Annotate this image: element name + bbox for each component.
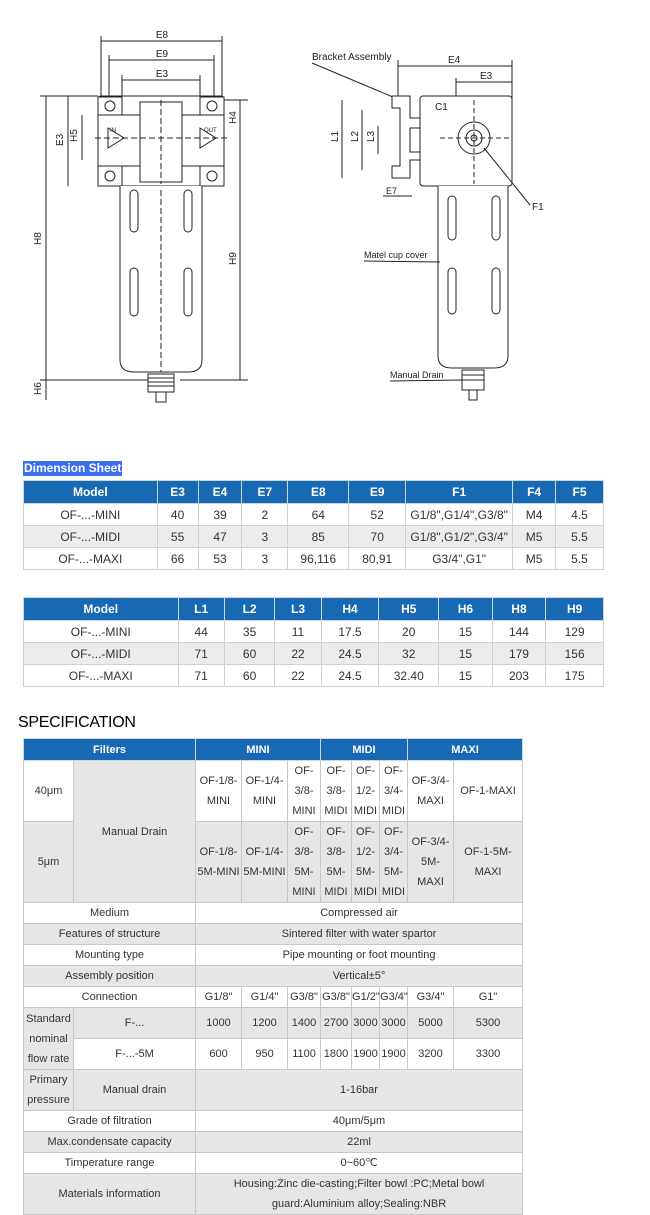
col-header: F5: [556, 481, 604, 504]
col-header: L1: [178, 598, 224, 621]
flow-cell: 1100: [288, 1039, 321, 1070]
label-e9: E9: [155, 49, 169, 60]
medium-label: Medium: [24, 903, 196, 924]
grade-label: Grade of filtration: [24, 1111, 196, 1132]
table-cell: 60: [224, 643, 274, 665]
flow-cell: 3200: [408, 1039, 454, 1070]
table-cell: 22: [275, 665, 321, 687]
spec-row-40um: [24, 761, 523, 822]
flow-cell: 1900: [380, 1039, 408, 1070]
model-cell: OF-3/8-MINI: [288, 761, 321, 822]
assembly-value: Vertical±5°: [196, 966, 523, 987]
model-cell: OF-1/8-5M-MINI: [196, 822, 242, 903]
materials-label: Materials information: [24, 1174, 196, 1215]
model-cell: OF-1-MAXI: [454, 761, 523, 822]
flow-cell: 1000: [196, 1008, 242, 1039]
table-cell: 32: [379, 643, 439, 665]
temperature-label: Timperature range: [24, 1153, 196, 1174]
front-view: [33, 30, 248, 402]
temperature-value: 0~60℃: [196, 1153, 523, 1174]
flow-rate-label: Standard nominal flow rate: [24, 1008, 74, 1070]
table-cell: OF-...-MAXI: [24, 665, 179, 687]
table-cell: 11: [275, 621, 321, 643]
label-in: IN: [110, 128, 116, 134]
table-cell: 15: [439, 665, 493, 687]
table-cell: 20: [379, 621, 439, 643]
col-header: H9: [546, 598, 604, 621]
table-cell: 15: [439, 621, 493, 643]
model-cell: OF-3/8-5M-MINI: [288, 822, 321, 903]
table-cell: M4: [513, 504, 556, 526]
table-header-row: [24, 481, 604, 504]
table-cell: 80,91: [349, 548, 406, 570]
col-header: L2: [224, 598, 274, 621]
table-cell: 22: [275, 643, 321, 665]
condensate-value: 22ml: [196, 1132, 523, 1153]
table-cell: 175: [546, 665, 604, 687]
table-row: [24, 548, 604, 570]
table-cell: 17.5: [321, 621, 379, 643]
flow-cell: 1800: [321, 1039, 352, 1070]
flow-cell: 3000: [380, 1008, 408, 1039]
model-cell: OF-3/4-MIDI: [380, 761, 408, 822]
table-cell: M5: [513, 526, 556, 548]
model-cell: OF-1/2-5M-MIDI: [352, 822, 380, 903]
spec-row-assembly: [24, 966, 523, 987]
row-label-40um: 40μm: [24, 761, 74, 822]
connection-label: Connection: [24, 987, 196, 1008]
table-row: [24, 526, 604, 548]
table-cell: 85: [288, 526, 349, 548]
header-maxi: MAXI: [408, 739, 523, 761]
connection-cell: G1/8": [196, 987, 242, 1008]
table-cell: 66: [157, 548, 198, 570]
spec-header-row: [24, 739, 523, 761]
model-cell: OF-3/4-MAXI: [408, 761, 454, 822]
flow-cell: 1200: [242, 1008, 288, 1039]
table-cell: OF-...-MAXI: [24, 548, 158, 570]
table-cell: G1/8",G1/2",G3/4": [406, 526, 513, 548]
label-h9: H9: [228, 252, 239, 265]
flow-cell: 2700: [321, 1008, 352, 1039]
flow-cell: 1400: [288, 1008, 321, 1039]
table-cell: 40: [157, 504, 198, 526]
table-cell: 52: [349, 504, 406, 526]
dimension-table-2: [23, 597, 604, 687]
model-cell: OF-1/2-MIDI: [352, 761, 380, 822]
primary-pressure-label: Primary pressure: [24, 1070, 74, 1111]
table-cell: 5.5: [556, 526, 604, 548]
spec-row-primary-pressure: [24, 1070, 523, 1111]
flow-cell: 600: [196, 1039, 242, 1070]
label-bracket-assembly: Bracket Assembly: [312, 52, 392, 63]
table-cell: M5: [513, 548, 556, 570]
model-cell: OF-1/4-MINI: [242, 761, 288, 822]
table-cell: 24.5: [321, 643, 379, 665]
table-row: [24, 621, 604, 643]
spec-row-features: [24, 924, 523, 945]
table-cell: 144: [492, 621, 546, 643]
table-cell: 15: [439, 643, 493, 665]
table-cell: 129: [546, 621, 604, 643]
header-midi: MIDI: [321, 739, 408, 761]
spec-row-flow-f: [24, 1008, 523, 1039]
medium-value: Compressed air: [196, 903, 523, 924]
table-cell: 24.5: [321, 665, 379, 687]
col-header: F4: [513, 481, 556, 504]
connection-cell: G3/4": [408, 987, 454, 1008]
primary-pressure-sub: Manual drain: [74, 1070, 196, 1111]
table-cell: 47: [198, 526, 242, 548]
spec-row-mounting: [24, 945, 523, 966]
label-h8: H8: [33, 232, 44, 245]
flow-cell: 950: [242, 1039, 288, 1070]
connection-cell: G1": [454, 987, 523, 1008]
table-cell: 203: [492, 665, 546, 687]
label-l1: L1: [330, 130, 341, 142]
primary-pressure-value: 1-16bar: [196, 1070, 523, 1111]
label-h4: H4: [228, 111, 239, 124]
spec-row-condensate: [24, 1132, 523, 1153]
header-filters: Filters: [24, 739, 196, 761]
table-cell: 3: [242, 526, 288, 548]
table-cell: 53: [198, 548, 242, 570]
flow-cell: 3000: [352, 1008, 380, 1039]
col-header: E9: [349, 481, 406, 504]
grade-value: 40μm/5μm: [196, 1111, 523, 1132]
assembly-label: Assembly position: [24, 966, 196, 987]
model-cell: OF-3/4-5M-MIDI: [380, 822, 408, 903]
specification-title: SPECIFICATION: [18, 714, 136, 731]
table-cell: OF-...-MINI: [24, 504, 158, 526]
spec-row-flow-f5: [24, 1039, 523, 1070]
spec-row-medium: [24, 903, 523, 924]
table-cell: 2: [242, 504, 288, 526]
dimension-sheet-label: Dimension Sheet: [24, 461, 122, 475]
spec-row-materials: [24, 1174, 523, 1215]
table-cell: 60: [224, 665, 274, 687]
table-cell: 71: [178, 665, 224, 687]
flow-cell: 1900: [352, 1039, 380, 1070]
flow-f5-label: F-...-5M: [74, 1039, 196, 1070]
condensate-label: Max.condensate capacity: [24, 1132, 196, 1153]
materials-value: Housing:Zinc die-casting;Filter bowl :PC;Metal bowl guard:Aluminium alloy;Sealing:NBR: [196, 1174, 523, 1215]
flow-f-label: F-...: [74, 1008, 196, 1039]
spec-row-temperature: [24, 1153, 523, 1174]
col-header: F1: [406, 481, 513, 504]
table-cell: 96,116: [288, 548, 349, 570]
col-header: E3: [157, 481, 198, 504]
connection-cell: G3/8": [288, 987, 321, 1008]
header-mini: MINI: [196, 739, 321, 761]
col-header: E4: [198, 481, 242, 504]
table-cell: 44: [178, 621, 224, 643]
col-header: H8: [492, 598, 546, 621]
table-cell: 32.40: [379, 665, 439, 687]
table-cell: OF-...-MINI: [24, 621, 179, 643]
label-out: OUT: [204, 128, 217, 134]
table-cell: 55: [157, 526, 198, 548]
model-cell: OF-3/8-5M-MIDI: [321, 822, 352, 903]
label-e7: E7: [386, 186, 398, 196]
row-label-5um: 5μm: [24, 822, 74, 903]
label-e3-side: E3: [480, 71, 493, 82]
table-cell: OF-...-MIDI: [24, 643, 179, 665]
spec-row-connection: [24, 987, 523, 1008]
model-cell: OF-1/8-MINI: [196, 761, 242, 822]
col-header: Model: [24, 598, 179, 621]
table-cell: 4.5: [556, 504, 604, 526]
connection-cell: G1/2": [352, 987, 380, 1008]
label-manual-drain: Manual Drain: [390, 370, 444, 380]
model-cell: OF-1-5M-MAXI: [454, 822, 523, 903]
col-header: H5: [379, 598, 439, 621]
label-e4: E4: [448, 55, 461, 66]
table-cell: 70: [349, 526, 406, 548]
mounting-label: Mounting type: [24, 945, 196, 966]
spec-row-grade: [24, 1111, 523, 1132]
connection-cell: G1/4": [242, 987, 288, 1008]
flow-cell: 5300: [454, 1008, 523, 1039]
features-value: Sintered filter with water spartor: [196, 924, 523, 945]
col-header: L3: [275, 598, 321, 621]
features-label: Features of structure: [24, 924, 196, 945]
label-e3: E3: [155, 69, 169, 80]
dimension-table-1: [23, 480, 604, 570]
label-e8: E8: [155, 30, 169, 41]
flow-cell: 5000: [408, 1008, 454, 1039]
table-cell: OF-...-MIDI: [24, 526, 158, 548]
label-e3-vertical: E3: [55, 133, 66, 146]
model-cell: OF-3/4-5M-MAXI: [408, 822, 454, 903]
col-header: E8: [288, 481, 349, 504]
table-row: [24, 504, 604, 526]
table-cell: 35: [224, 621, 274, 643]
connection-cell: G3/4": [380, 987, 408, 1008]
table-header-row: [24, 598, 604, 621]
col-header: H6: [439, 598, 493, 621]
filter-drawing: [0, 0, 650, 440]
model-cell: OF-1/4-5M-MINI: [242, 822, 288, 903]
label-l2: L2: [350, 130, 361, 142]
col-header: Model: [24, 481, 158, 504]
table-cell: 156: [546, 643, 604, 665]
label-f1: F1: [532, 202, 544, 213]
mounting-value: Pipe mounting or foot mounting: [196, 945, 523, 966]
table-row: [24, 643, 604, 665]
label-h5: H5: [69, 129, 80, 142]
manual-drain-label: Manual Drain: [74, 761, 196, 903]
flow-cell: 3300: [454, 1039, 523, 1070]
table-cell: G1/8",G1/4",G3/8": [406, 504, 513, 526]
label-h6: H6: [33, 382, 44, 395]
col-header: E7: [242, 481, 288, 504]
table-cell: 39: [198, 504, 242, 526]
table-cell: 179: [492, 643, 546, 665]
table-cell: G3/4",G1": [406, 548, 513, 570]
specification-table: [23, 738, 523, 1215]
label-c1: C1: [435, 102, 448, 113]
table-cell: 5.5: [556, 548, 604, 570]
table-row: [24, 665, 604, 687]
technical-drawing: [0, 0, 650, 440]
side-view: [312, 52, 544, 400]
table-cell: 64: [288, 504, 349, 526]
col-header: H4: [321, 598, 379, 621]
connection-cell: G3/8": [321, 987, 352, 1008]
label-l3: L3: [366, 130, 377, 142]
label-metal-cup-cover: Matel cup cover: [364, 250, 428, 260]
model-cell: OF-3/8-MIDI: [321, 761, 352, 822]
table-cell: 71: [178, 643, 224, 665]
table-cell: 3: [242, 548, 288, 570]
